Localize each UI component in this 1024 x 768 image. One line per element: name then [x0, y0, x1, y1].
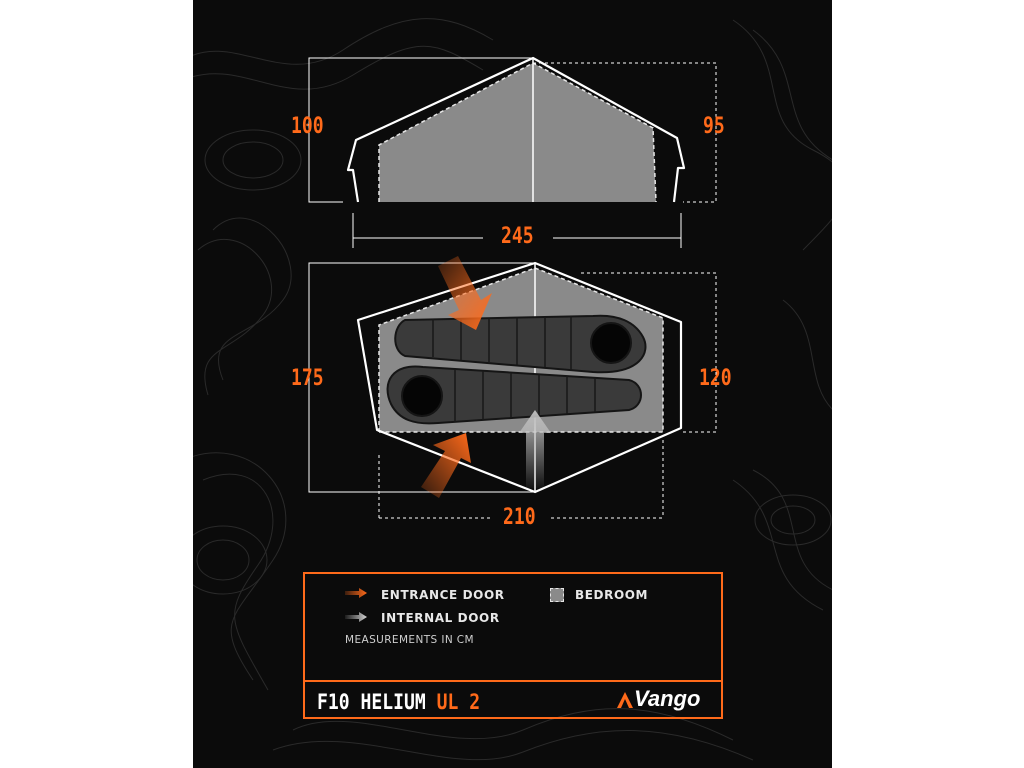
dim-front-height-outer: 100	[291, 114, 324, 139]
bedroom-legend-swatch	[550, 588, 564, 602]
internal-door-legend-icon	[345, 612, 367, 622]
legend-internal-door: INTERNAL DOOR	[381, 611, 500, 625]
sleeping-bag-bottom-head	[402, 376, 442, 416]
dim-length-outer: 175	[291, 366, 324, 391]
brand-name: Vango	[634, 686, 701, 711]
sleeping-bag-top-head	[591, 323, 631, 363]
dim-width: 245	[501, 224, 534, 249]
entrance-door-legend-icon	[345, 588, 367, 598]
diagram-panel	[193, 0, 832, 768]
legend-divider	[305, 680, 721, 682]
legend-box	[303, 572, 723, 719]
product-name-accent: UL 2	[436, 690, 481, 714]
product-name	[317, 690, 480, 714]
product-name-main: F10 HELIUM	[317, 690, 426, 714]
dim-inner-width: 210	[503, 505, 536, 530]
dim-front-height-inner: 95	[703, 114, 725, 139]
entrance-door-arrow-bottom	[421, 433, 471, 498]
vango-logo-icon	[617, 690, 633, 708]
legend-entrance-door: ENTRANCE DOOR	[381, 588, 505, 602]
brand-logo	[617, 686, 700, 712]
floor-plan	[309, 256, 716, 518]
measurements-note: MEASUREMENTS IN CM	[345, 634, 475, 646]
front-bedroom-fill	[379, 63, 656, 202]
legend-bedroom: BEDROOM	[575, 588, 649, 602]
front-view	[309, 58, 716, 202]
dim-length-inner: 120	[699, 366, 732, 391]
